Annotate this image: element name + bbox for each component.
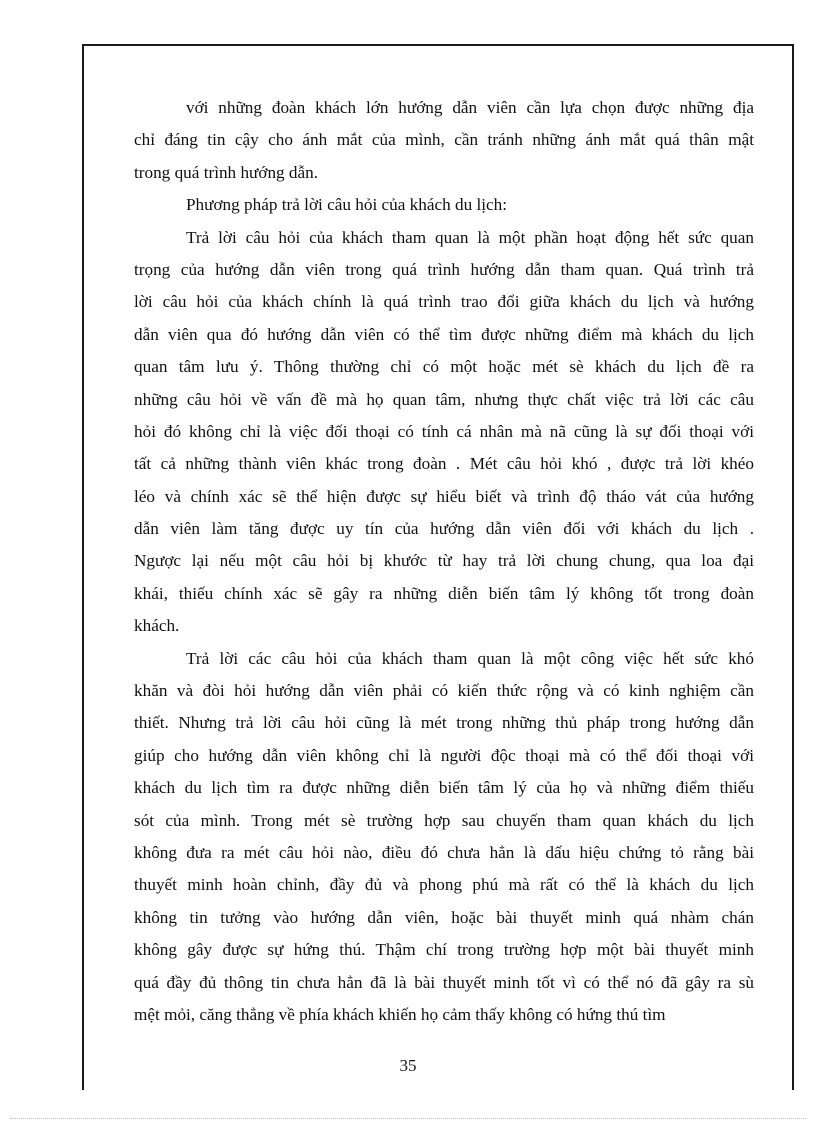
text-line: thiết. Nhưng trả lời câu hỏi cũng là mét trong những thủ pháp trong hướng dẫn xyxy=(134,713,754,733)
text-line: khách. xyxy=(134,616,180,636)
text-line: khách du lịch tìm ra được những diễn biến tâm lý của họ và những điểm thiếu xyxy=(134,778,754,798)
text-line: léo và chính xác sẽ thể hiện được sự hiểu biết và trình độ tháo vát của hướng xyxy=(134,486,754,506)
text-line: thuyết minh hoàn chỉnh, đầy đủ và phong phú mà rất có thể là khách du lịch xyxy=(134,875,754,895)
text-line: chỉ đáng tin cậy cho ánh mắt của mình, cần tránh những ánh mắt quá thân mật xyxy=(134,130,754,150)
text-line: không gây được sự hứng thú. Thậm chí trong trường hợp một bài thuyết minh xyxy=(134,940,754,960)
text-line: Ngược lại nếu một câu hỏi bị khước từ hay trả lời chung chung, qua loa đại xyxy=(134,551,754,571)
text-line: tất cả những thành viên khác trong đoàn . Mét câu hỏi khó , được trả lời khéo xyxy=(134,454,754,474)
text-line: Trả lời câu hỏi của khách tham quan là một phần hoạt động hết sức quan xyxy=(186,227,754,247)
text-line: những câu hỏi về vấn đề mà họ quan tâm, nhưng thực chất việc trả lời các câu xyxy=(134,389,754,409)
text-line: quá đầy đủ thông tin chưa hẳn đã là bài thuyết minh tốt vì có thể nó đã gây ra sù xyxy=(134,972,754,992)
text-line: không đưa ra mét câu hỏi nào, điều đó chưa hẳn là dấu hiệu chứng tỏ rằng bài xyxy=(134,842,754,862)
section-heading: Phương pháp trả lời câu hỏi của khách du lịch: xyxy=(186,195,508,215)
text-line: không tin tưởng vào hướng dẫn viên, hoặc bài thuyết minh quá nhàm chán xyxy=(134,907,754,927)
text-line: khái, thiếu chính xác sẽ gây ra những diễn biến tâm lý không tốt trong đoàn xyxy=(134,583,754,603)
body-text xyxy=(134,92,754,1031)
bottom-dotted-rule xyxy=(10,1118,806,1119)
text-line: dẫn viên qua đó hướng dẫn viên có thể tìm được những điểm mà khách du lịch xyxy=(134,324,754,344)
text-line: mệt mỏi, căng thẳng về phía khách khiến họ cảm thấy không có hứng thú tìm xyxy=(134,1004,666,1024)
text-line: sót của mình. Trong mét sè trường hợp sau chuyến tham quan khách du lịch xyxy=(134,810,754,830)
text-line: dẫn viên làm tăng được uy tín của hướng dẫn viên đối với khách du lịch . xyxy=(134,519,754,539)
text-line: lời câu hỏi của khách chính là quá trình trao đổi giữa khách du lịch và hướng xyxy=(134,292,754,312)
text-line: khăn và đòi hỏi hướng dẫn viên phải có kiến thức rộng và có kinh nghiệm cần xyxy=(134,681,754,701)
text-line: quan tâm lưu ý. Thông thường chỉ có một hoặc mét sè khách du lịch đề ra xyxy=(134,357,754,377)
page-number: 35 xyxy=(399,1056,417,1075)
text-line: trong quá trình hướng dẫn. xyxy=(134,162,319,182)
text-line: hỏi đó không chỉ là việc đối thoại có tính cá nhân mà nã cũng là sự đối thoại với xyxy=(134,421,754,441)
text-line: Trả lời các câu hỏi của khách tham quan là một công việc hết sức khó xyxy=(186,648,754,668)
text-line: trọng của hướng dẫn viên trong quá trình hướng dẫn tham quan. Quá trình trả xyxy=(134,259,754,279)
text-line: giúp cho hướng dẫn viên không chỉ là người độc thoại mà có thể đối thoại với xyxy=(134,745,754,765)
text-line: với những đoàn khách lớn hướng dẫn viên cần lựa chọn được những địa xyxy=(186,98,754,117)
